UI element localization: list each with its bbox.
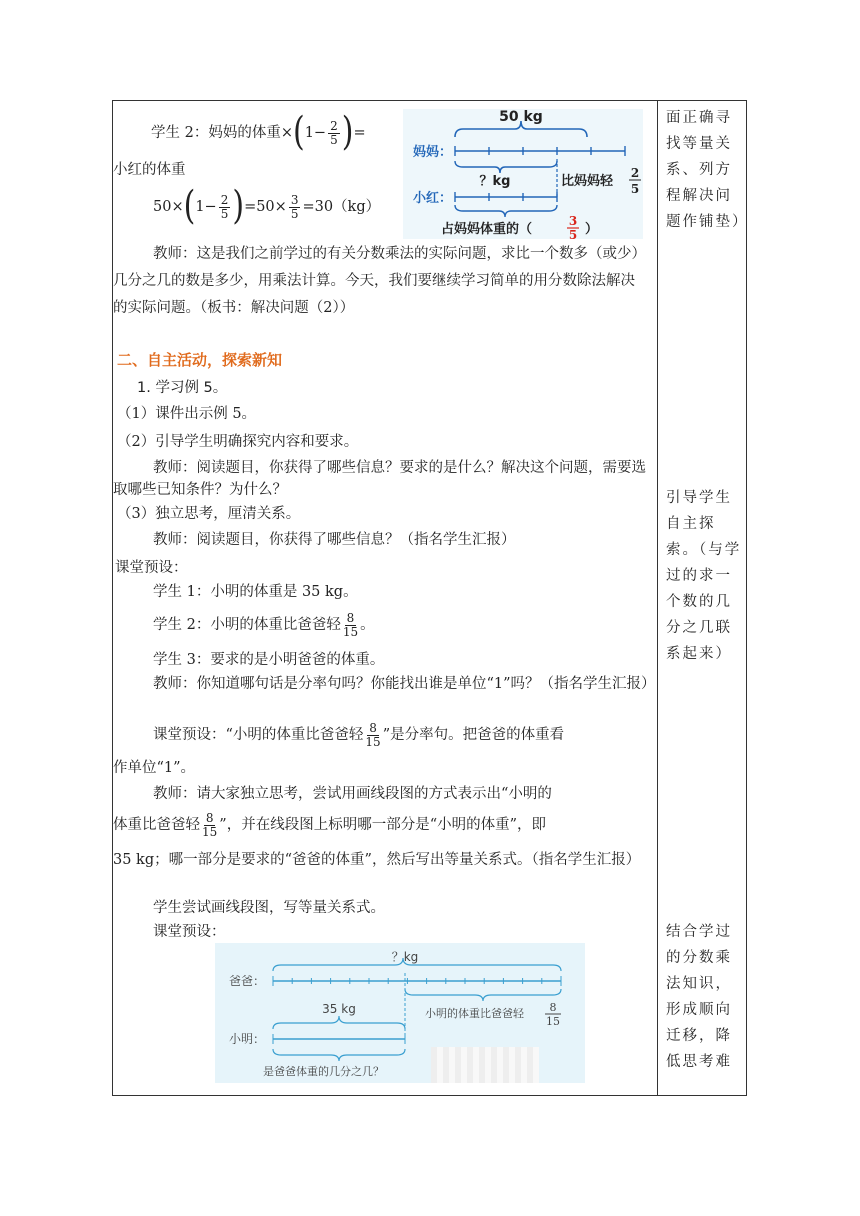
frac-den: 15 <box>202 824 218 839</box>
frac-den: 15 <box>546 1015 560 1028</box>
dad-unknown: ？kg <box>391 950 419 964</box>
fraction-8-15 <box>365 722 380 749</box>
teacher-5b-text: 体重比爸爸轻 <box>113 817 200 833</box>
lesson-table <box>112 100 747 1096</box>
student-draw-line: 学生尝试画线段图，写等量关系式。 <box>153 900 385 916</box>
calc-a: 50× <box>153 199 184 215</box>
frac-den: 5 <box>290 206 299 221</box>
teacher-paragraph-5a: 教师：请大家独立思考，尝试用画线段图的方式表示出“小明的 <box>153 786 552 802</box>
fraction-3-5 <box>289 194 301 221</box>
equation-one: 1− <box>304 125 327 141</box>
frac-den: 5 <box>330 132 338 147</box>
lighter-label: 比妈妈轻 <box>561 174 614 189</box>
paren-close: ) <box>341 109 354 156</box>
frac-den: 15 <box>342 624 359 639</box>
frac-num: 3 <box>568 214 578 228</box>
unknown-label: ？kg <box>479 174 511 189</box>
mom-label: 妈妈： <box>413 145 453 160</box>
teacher-paragraph-2: 教师：阅读题目，你获得了哪些信息？要求的是什么？解决这个问题，需要选取哪些已知条件？为什么？ <box>113 460 646 498</box>
student-2-text: 学生 2：小明的体重比爸爸轻 <box>153 617 341 633</box>
paren-open: ( <box>183 183 196 230</box>
frac-num: 2 <box>330 118 338 133</box>
paren-close: ) <box>232 183 245 230</box>
total-label: 50 kg <box>499 109 543 125</box>
calculation-line <box>153 185 380 229</box>
teacher-paragraph-3: 教师：阅读题目，你获得了哪些信息？（指名学生汇报） <box>153 532 516 548</box>
side-note-2: 引导学生自主探索。（与学过的求一个数的几分之几联系起来） <box>666 490 742 662</box>
teacher-paragraph-5d: 35 kg；哪一部分是要求的“爸爸的体重”，然后写出等量关系式。（指名学生汇报） <box>113 852 641 868</box>
student2-result-label: 小红的体重 <box>113 162 186 178</box>
question-label: 是爸爸体重的几分之几？ <box>263 1065 384 1078</box>
blurred-watermark <box>431 1047 539 1083</box>
fraction-2-5 <box>328 120 340 147</box>
step-1: 1. 学习例 5。 <box>137 380 228 396</box>
student-3-line: 学生 3：要求的是小明爸爸的体重。 <box>153 652 385 668</box>
preset-label-3: 课堂预设： <box>153 924 226 940</box>
preset-2-line <box>153 715 564 755</box>
step-1-2: （2）引导学生明确探究内容和要求。 <box>117 434 359 450</box>
fraction-2-5 <box>219 194 231 221</box>
frac-num: 8 <box>346 610 355 625</box>
share-label: 占妈妈体重的（ <box>441 222 533 237</box>
side-column <box>658 101 748 1095</box>
dad-label: 爸爸： <box>229 974 266 988</box>
preset-2b: ”是分率句。把爸爸的体重看 <box>382 727 565 743</box>
student-2-end: 。 <box>360 617 375 633</box>
frac-num: 8 <box>549 1001 557 1014</box>
equation-text: 学生 2：妈妈的体重× <box>151 125 293 141</box>
calc-one: 1− <box>195 199 217 215</box>
calc-b: =50× <box>244 199 287 215</box>
frac-num: 2 <box>220 192 229 207</box>
hong-label: 小红： <box>413 191 453 206</box>
teacher-5c-text: ”，并在线段图上标明哪一部分是“小明的体重”，即 <box>219 817 547 833</box>
mom-hong-segment-diagram <box>403 109 643 239</box>
ming-label: 小明： <box>229 1032 266 1046</box>
student-2-line <box>153 605 375 645</box>
side-note-3: 结合学过的分数乘法知识，形成顺向迁移，降低思考难 <box>666 924 732 1070</box>
share-end: ） <box>585 222 599 237</box>
step-1-3: （3）独立思考，厘清关系。 <box>117 506 301 522</box>
preset-2-continued: 作单位“1”。 <box>113 760 196 776</box>
frac-num: 8 <box>369 720 377 735</box>
fraction-8-15 <box>202 812 217 839</box>
preset-2a: 课堂预设：“小明的体重比爸爸轻 <box>153 727 364 743</box>
frac-den: 5 <box>630 182 640 196</box>
equals-sign: = <box>353 125 366 141</box>
frac-den: 15 <box>365 734 381 749</box>
main-column <box>113 101 657 1095</box>
student-1-line: 学生 1：小明的体重是 35 kg。 <box>153 584 358 600</box>
section-heading: 二、自主活动，探索新知 <box>117 351 283 369</box>
paren-open: ( <box>292 109 305 156</box>
calc-c: =30（kg） <box>302 199 381 215</box>
frac-den: 5 <box>220 206 229 221</box>
preset-label-1: 课堂预设： <box>115 560 188 576</box>
fraction-8-15 <box>343 612 358 639</box>
ming-weight: 35 kg <box>322 1002 356 1016</box>
teacher-paragraph-4: 教师：你知道哪句话是分率句吗？你能找出谁是单位“1”吗？（指名学生汇报） <box>153 676 656 692</box>
teacher-paragraph-1: 教师：这是我们之前学过的有关分数乘法的实际问题，求比一个数多（或少）几分之几的数是多少，用乘法计算。今天，我们要继续学习简单的用分数除法解决的实际问题。（板书：解决问题（2）） <box>113 246 646 316</box>
lighter-label: 小明的体重比爸爸轻 <box>425 1007 524 1020</box>
frac-den: 5 <box>568 228 578 239</box>
frac-num: 2 <box>630 166 640 180</box>
frac-num: 3 <box>290 192 299 207</box>
frac-num: 8 <box>205 810 214 825</box>
student2-equation <box>151 111 366 155</box>
step-1-1: （1）课件出示例 5。 <box>117 406 257 422</box>
teacher-paragraph-5b <box>113 805 546 845</box>
side-note-1: 面正确寻找等量关系、列方程解决问题作铺垫） <box>666 110 749 230</box>
